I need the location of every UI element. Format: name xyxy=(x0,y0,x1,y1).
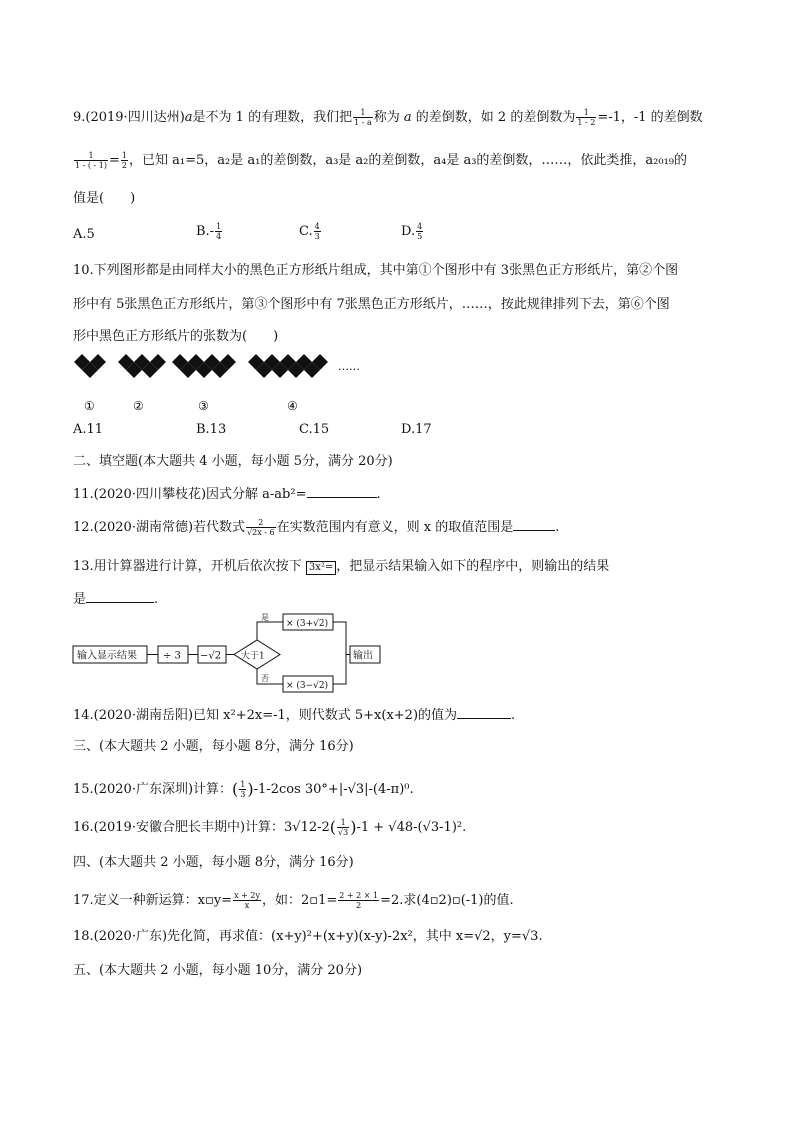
svg-text:× (3+√2): × (3+√2) xyxy=(286,619,329,629)
svg-text:÷ 3: ÷ 3 xyxy=(163,650,181,662)
q16: 16.(2019·安徽合肥长丰期中)计算：3√12-2( $\frac{1}{√3}$ )-1 + √48-(√3-1)². xyxy=(73,817,467,837)
q9-fraction-3: $\frac{1}{1 - ( - 1)}$ xyxy=(75,151,107,170)
q9-text: 是不为 1 的有理数，我们把 xyxy=(192,110,353,125)
figure-label-1: ① xyxy=(84,399,95,413)
q14: 14.(2020·湖南岳阳)已知 x²+2x=-1，则代数式 5+x(x+2)的值为 . xyxy=(73,708,516,723)
q9-fraction-1: $\frac{1}{1 - a}$ xyxy=(354,108,372,127)
svg-text:是: 是 xyxy=(261,613,269,622)
q9-line1: 9.(2019·四川达州)a是不为 1 的有理数，我们把 $\frac{1}{1 - a}$ 称为 a 的差倒数，如 2 的差倒数为 $\frac{1}{1 - 2}$ =-1，-1 的差倒数 xyxy=(73,108,703,127)
q9-option-b: B.- $\frac{1}{4}$ xyxy=(196,222,222,241)
svg-text:× (3−√2): × (3−√2) xyxy=(286,681,329,691)
q15: 15.(2020·广东深圳)计算：( $\frac{1}{3}$ )-1-2cos 30°+|-√3|-(4-π)⁰. xyxy=(73,779,414,799)
q9-fraction-4: $\frac{1}{2}$ xyxy=(121,151,127,170)
q9-line3: 值是( ) xyxy=(73,191,136,206)
svg-text:大于1: 大于1 xyxy=(241,651,265,662)
q18: 18.(2020·广东)先化简，再求值：(x+y)²+(x+y)(x-y)-2x²，其中 x=√2，y=√3. xyxy=(73,929,543,944)
section-2-heading: 二、填空题(本大题共 4 小题，每小题 5分，满分 20分) xyxy=(73,454,393,469)
section-4-heading: 四、(本大题共 2 小题，每小题 8分，满分 16分) xyxy=(73,855,354,870)
q9-option-c: C. $\frac{4}{3}$ xyxy=(299,222,320,241)
q10-line1: 10.下列图形都是由同样大小的黑色正方形纸片组成，其中第①个图形中有 3张黑色正方形纸片，第②个图 xyxy=(73,263,679,278)
q10-pattern-figure xyxy=(70,350,380,415)
q10-option-a: A.11 xyxy=(73,422,104,437)
q17: 17.定义一种新运算：x▫y= $\frac{x + 2y}{x}$ ，如：2▫1= $\frac{2 + 2 \times 1}{2}$ =2.求(4▫2)▫(-1)的值. xyxy=(73,891,514,910)
q9-option-d: D. $\frac{4}{5}$ xyxy=(401,222,423,241)
q11: 11.(2020·四川攀枝花)因式分解 a-ab²= . xyxy=(73,487,381,502)
calculator-key-sequence: 3x²= xyxy=(306,561,336,575)
q10-option-b: B.13 xyxy=(196,422,227,437)
q12: 12.(2020·湖南常德)若代数式 $\frac{2}{√2x - 6}$ 在实数范围内有意义，则 x 的取值范围是 . xyxy=(73,518,560,537)
figure-label-3: ③ xyxy=(198,399,209,413)
q13-flowchart xyxy=(70,612,390,694)
figure-label-2: ② xyxy=(133,399,144,413)
q9-option-a: A.5 xyxy=(73,227,95,242)
q10-option-d: D.17 xyxy=(401,422,432,437)
section-5-heading: 五、(本大题共 2 小题，每小题 10分，满分 20分) xyxy=(73,963,363,978)
svg-text:输出: 输出 xyxy=(353,650,373,662)
figure-label-4: ④ xyxy=(287,399,298,413)
svg-text:输入显示结果: 输入显示结果 xyxy=(77,650,137,662)
q10-option-c: C.15 xyxy=(299,422,330,437)
q13-line1: 13.用计算器进行计算，开机后依次按下 3x²= ，把显示结果输入如下的程序中，则输出的结果 xyxy=(73,559,610,574)
q9-line2: $\frac{1}{1 - ( - 1)}$ = $\frac{1}{2}$ ，已知 a₁=5，a₂是 a₁的差倒数，a₃是 a₂的差倒数，a₄是 a₃的差倒数，……，依此类推，a₂₀₁₉的 xyxy=(75,151,688,170)
svg-text:−√2: −√2 xyxy=(200,650,222,662)
q13-line2: 是 . xyxy=(73,592,159,607)
q9-source: 9.(2019·四川达州) xyxy=(73,110,185,125)
section-3-heading: 三、(本大题共 2 小题，每小题 8分，满分 16分) xyxy=(73,739,354,754)
q12-fraction: $\frac{2}{√2x - 6}$ xyxy=(247,518,275,537)
q10-line3: 形中黑色正方形纸片的张数为( ) xyxy=(73,329,279,344)
pattern-ellipsis: …… xyxy=(338,360,360,373)
q10-line2: 形中有 5张黑色正方形纸片，第③个图形中有 7张黑色正方形纸片，……，按此规律排列下去，第⑥个图 xyxy=(73,297,670,312)
svg-text:否: 否 xyxy=(261,674,269,683)
q9-fraction-2: $\frac{1}{1 - 2}$ xyxy=(577,108,596,127)
